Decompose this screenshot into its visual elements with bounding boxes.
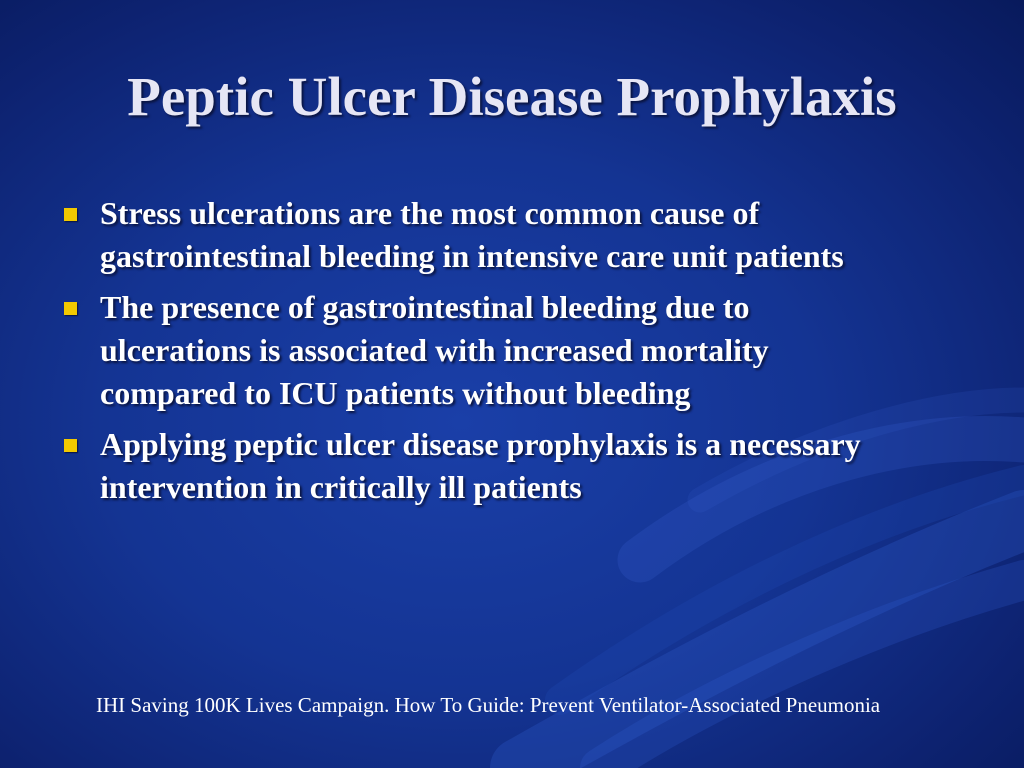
square-bullet-icon xyxy=(64,439,77,452)
bullet-list xyxy=(60,192,890,517)
bullet-item xyxy=(60,286,890,415)
square-bullet-icon xyxy=(64,302,77,315)
bullet-item xyxy=(60,423,890,509)
bullet-text: Stress ulcerations are the most common cause of gastrointestinal bleeding in intensive care unit patients xyxy=(100,195,844,274)
bullet-text: Applying peptic ulcer disease prophylaxis is a necessary intervention in critically ill patients xyxy=(100,426,861,505)
slide-title: Peptic Ulcer Disease Prophylaxis xyxy=(127,66,897,127)
citation-footnote: IHI Saving 100K Lives Campaign. How To Guide: Prevent Ventilator-Associated Pneumonia xyxy=(96,693,881,717)
square-bullet-icon xyxy=(64,208,77,221)
bullet-item xyxy=(60,192,890,278)
bullet-text: The presence of gastrointestinal bleeding due to ulcerations is associated with increased mortality compared to ICU patients without bleeding xyxy=(100,289,769,411)
